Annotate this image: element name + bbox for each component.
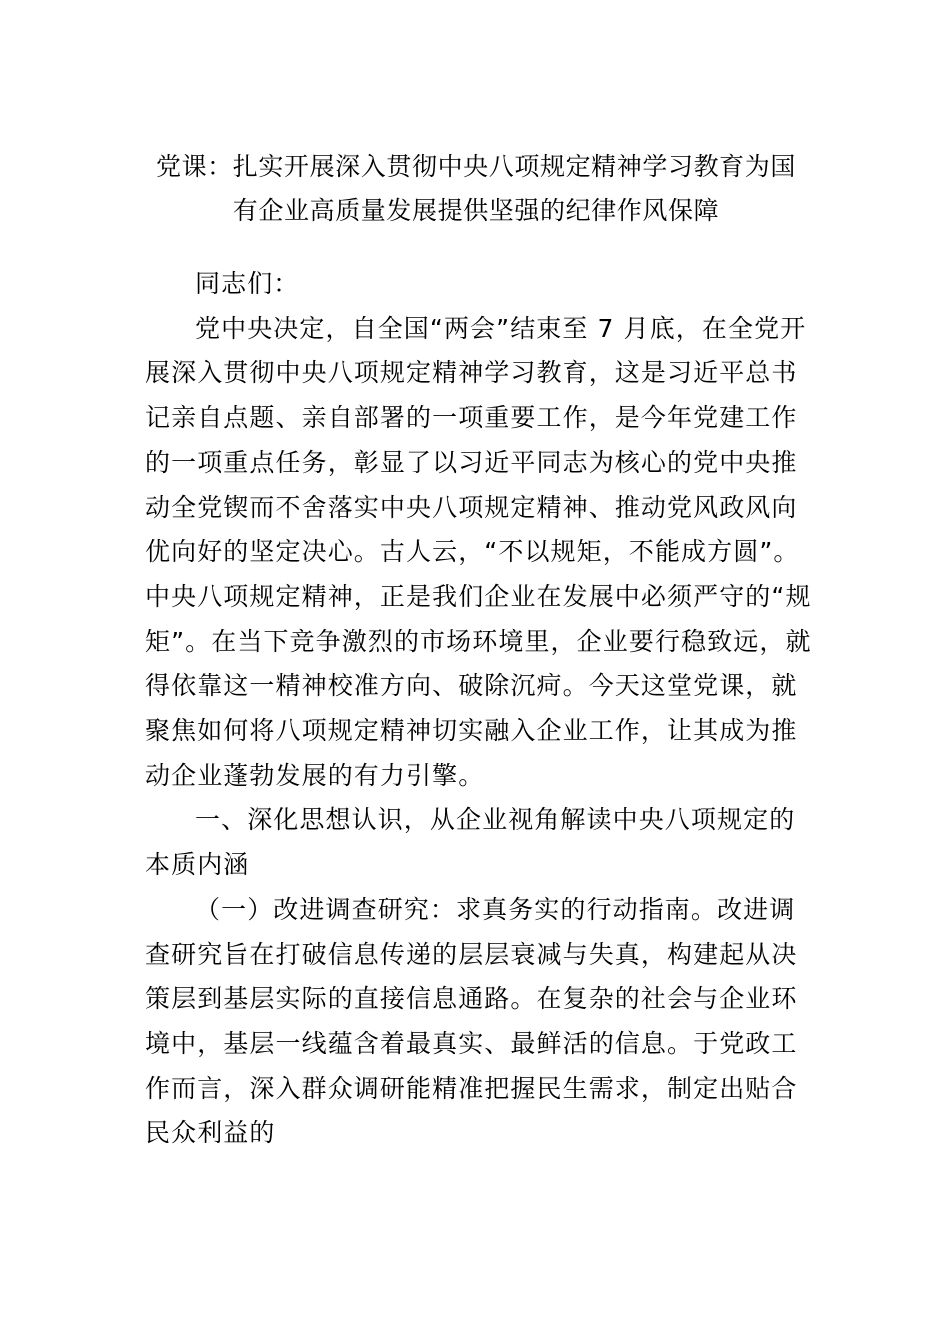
text-line: 聚焦如何将八项规定精神切实融入企业工作，让其成为推 bbox=[145, 716, 798, 746]
heading-line: 一、深化思想认识，从企业视角解读中央八项规定的 bbox=[195, 805, 796, 835]
text-line: 境中，基层一线蕴含着最真实、最鲜活的信息。于党政工 bbox=[145, 1028, 798, 1058]
subsection-paragraph-1 bbox=[145, 888, 807, 1156]
text-line: 作而言，深入群众调研能精准把握民生需求，制定出贴合 bbox=[145, 1073, 798, 1103]
text-line: 得依靠这一精神校准方向、破除沉疴。今天这堂党课，就 bbox=[145, 671, 798, 701]
text-line: 的一项重点任务，彰显了以习近平同志为核心的党中央推 bbox=[145, 447, 798, 477]
paragraph-intro bbox=[145, 307, 812, 799]
text-line: 优向好的坚定决心。古人云，“不以规矩，不能成方圆”。 bbox=[145, 537, 800, 567]
salutation bbox=[145, 262, 807, 307]
salutation-text: 同志们： bbox=[195, 269, 300, 298]
text-line: 策层到基层实际的直接信息通路。在复杂的社会与企业环 bbox=[145, 984, 798, 1014]
heading-line: 本质内涵 bbox=[145, 850, 250, 880]
title-line-1: 党课：扎实开展深入贯彻中央八项规定精神学习教育为国 bbox=[155, 152, 796, 181]
text-line: 查研究旨在打破信息传递的层层衰减与失真，构建起从决 bbox=[145, 939, 798, 969]
title-line-2: 有企业高质量发展提供坚强的纪律作风保障 bbox=[232, 196, 720, 225]
document-body bbox=[145, 262, 812, 1156]
text-line: 民众利益的 bbox=[145, 1118, 276, 1148]
text-line: （一）改进调查研究：求真务实的行动指南。改进调 bbox=[195, 894, 796, 924]
text-line: 展深入贯彻中央八项规定精神学习教育，这是习近平总书 bbox=[145, 358, 798, 388]
text-line: 动全党锲而不舍落实中央八项规定精神、推动党风政风向 bbox=[145, 492, 798, 522]
document-title bbox=[145, 145, 807, 233]
text-line: 矩”。在当下竞争激烈的市场环境里，企业要行稳致远，就 bbox=[145, 626, 812, 656]
text-line: 中央八项规定精神，正是我们企业在发展中必须严守的“规 bbox=[145, 581, 812, 611]
text-line: 记亲自点题、亲自部署的一项重要工作，是今年党建工作 bbox=[145, 403, 798, 433]
text-line: 动企业蓬勃发展的有力引擎。 bbox=[145, 760, 485, 790]
text-line: 党中央决定，自全国“两会”结束至 7 月底，在全党开 bbox=[195, 313, 807, 343]
section-heading-1 bbox=[145, 798, 807, 887]
